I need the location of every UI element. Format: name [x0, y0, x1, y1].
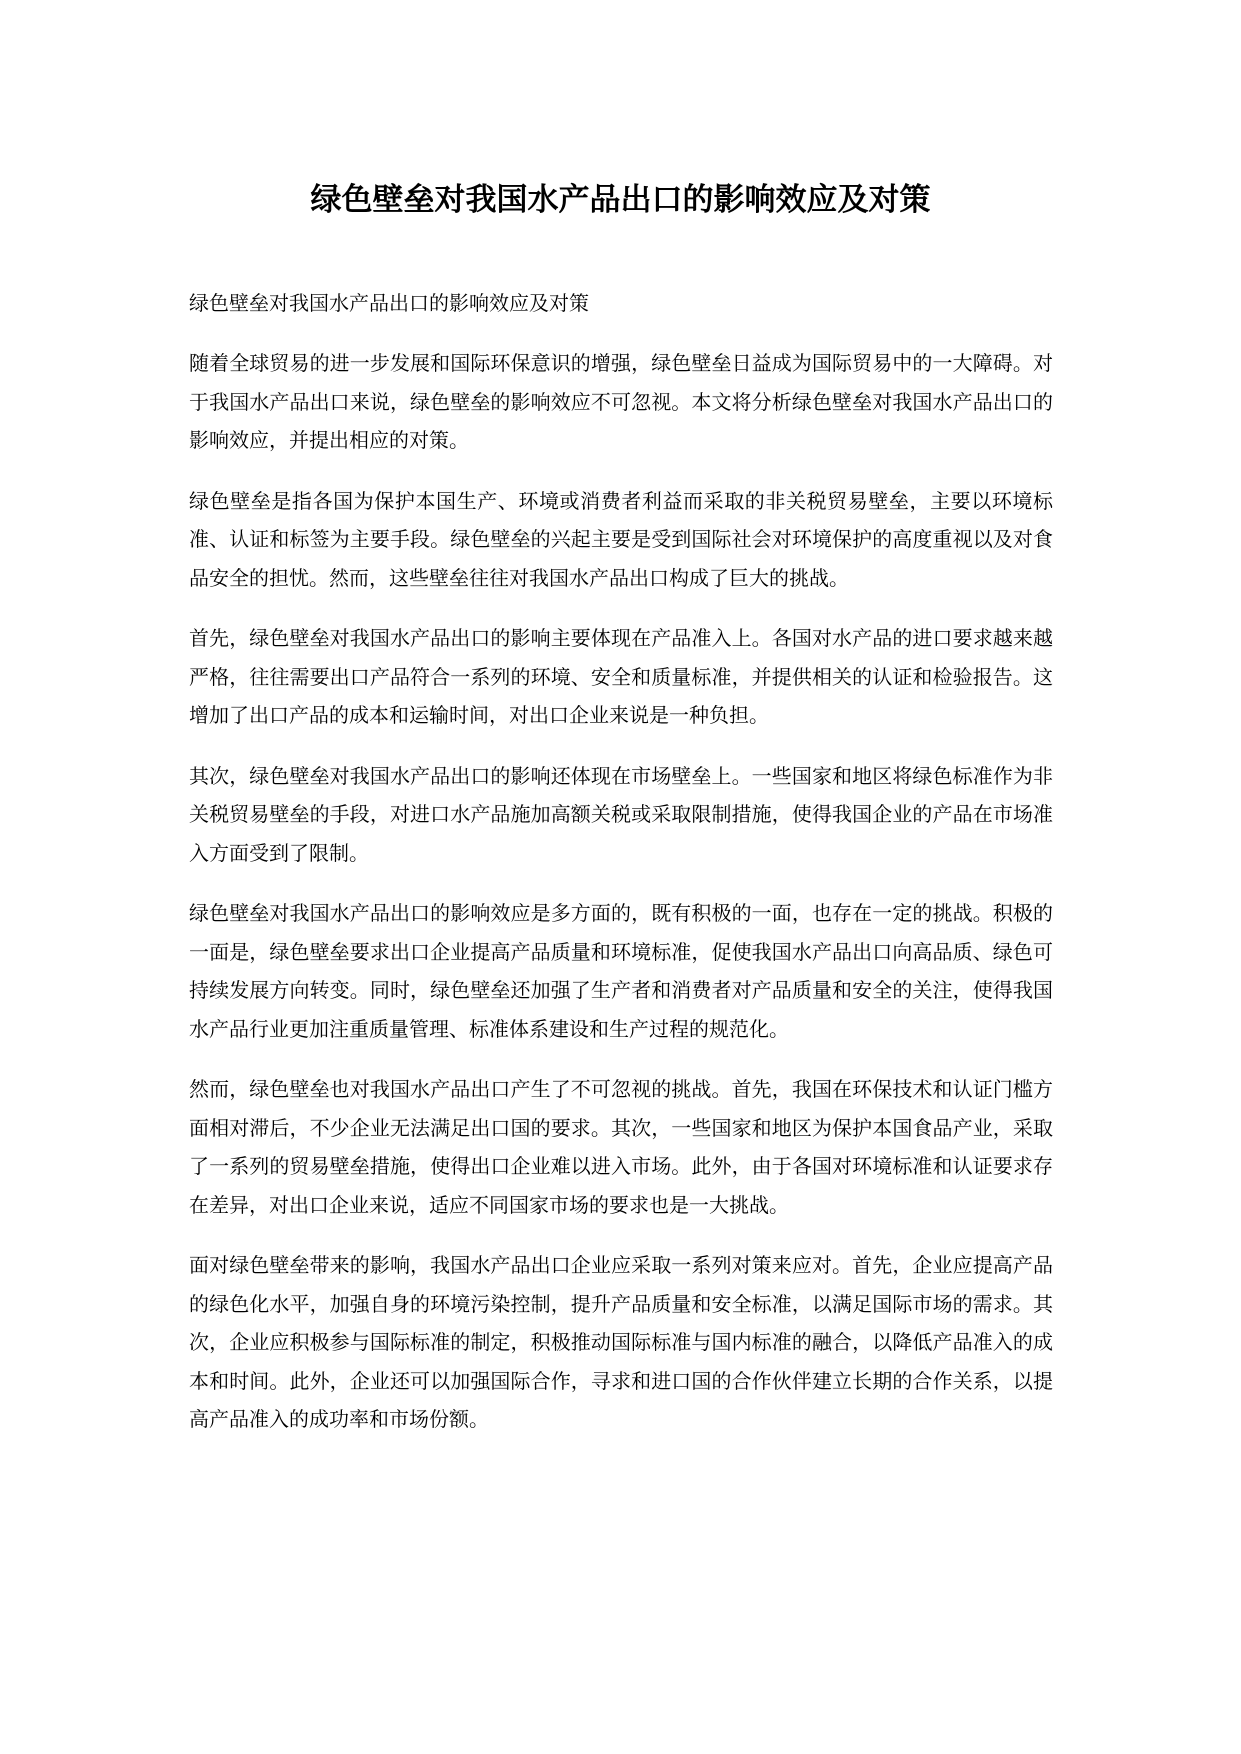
paragraph-second-impact: 其次，绿色壁垒对我国水产品出口的影响还体现在市场壁垒上。一些国家和地区将绿色标准作为非关税贸易壁垒的手段，对进口水产品施加高额关税或采取限制措施，使得我国企业的产品在市场准入方面受到了限制。: [189, 763, 1053, 865]
paragraph-challenges: 然而，绿色壁垒也对我国水产品出口产生了不可忽视的挑战。首先，我国在环保技术和认证门槛方面相对滞后，不少企业无法满足出口国的要求。其次，一些国家和地区为保护本国食品产业，采取了一系列的贸易壁垒措施，使得出口企业难以进入市场。此外，由于各国对环境标准和认证要求存在差异，对出口企业来说，适应不同国家市场的要求也是一大挑战。: [189, 1077, 1053, 1217]
paragraph-intro: 随着全球贸易的进一步发展和国际环保意识的增强，绿色壁垒日益成为国际贸易中的一大障碍。对于我国水产品出口来说，绿色壁垒的影响效应不可忽视。本文将分析绿色壁垒对我国水产品出口的影响效应，并提出相应的对策。: [189, 351, 1053, 452]
paragraph-countermeasures: 面对绿色壁垒带来的影响，我国水产品出口企业应采取一系列对策来应对。首先，企业应提高产品的绿色化水平，加强自身的环境污染控制，提升产品质量和安全标准，以满足国际市场的需求。其次，企业应积极参与国际标准的制定，积极推动国际标准与国内标准的融合，以降低产品准入的成本和时间。此外，企业还可以加强国际合作，寻求和进口国的合作伙伴建立长期的合作关系，以提高产品准入的成功率和市场份额。: [189, 1253, 1053, 1431]
document-subtitle: 绿色壁垒对我国水产品出口的影响效应及对策: [189, 291, 589, 315]
page-title: 绿色壁垒对我国水产品出口的影响效应及对策: [310, 182, 931, 218]
document-body: [189, 284, 1053, 1461]
paragraph-definition: 绿色壁垒是指各国为保护本国生产、环境或消费者利益而采取的非关税贸易壁垒，主要以环境标准、认证和标签为主要手段。绿色壁垒的兴起主要是受到国际社会对环境保护的高度重视以及对食品安全的担忧。然而，这些壁垒往往对我国水产品出口构成了巨大的挑战。: [189, 488, 1053, 590]
paragraph-first-impact: 首先，绿色壁垒对我国水产品出口的影响主要体现在产品准入上。各国对水产品的进口要求越来越严格，往往需要出口产品符合一系列的环境、安全和质量标准，并提供相关的认证和检验报告。这增加了出口产品的成本和运输时间，对出口企业来说是一种负担。: [189, 626, 1053, 727]
paragraph-effects: 绿色壁垒对我国水产品出口的影响效应是多方面的，既有积极的一面，也存在一定的挑战。积极的一面是，绿色壁垒要求出口企业提高产品质量和环境标准，促使我国水产品出口向高品质、绿色可持续发展方向转变。同时，绿色壁垒还加强了生产者和消费者对产品质量和安全的关注，使得我国水产品行业更加注重质量管理、标准体系建设和生产过程的规范化。: [189, 901, 1053, 1041]
